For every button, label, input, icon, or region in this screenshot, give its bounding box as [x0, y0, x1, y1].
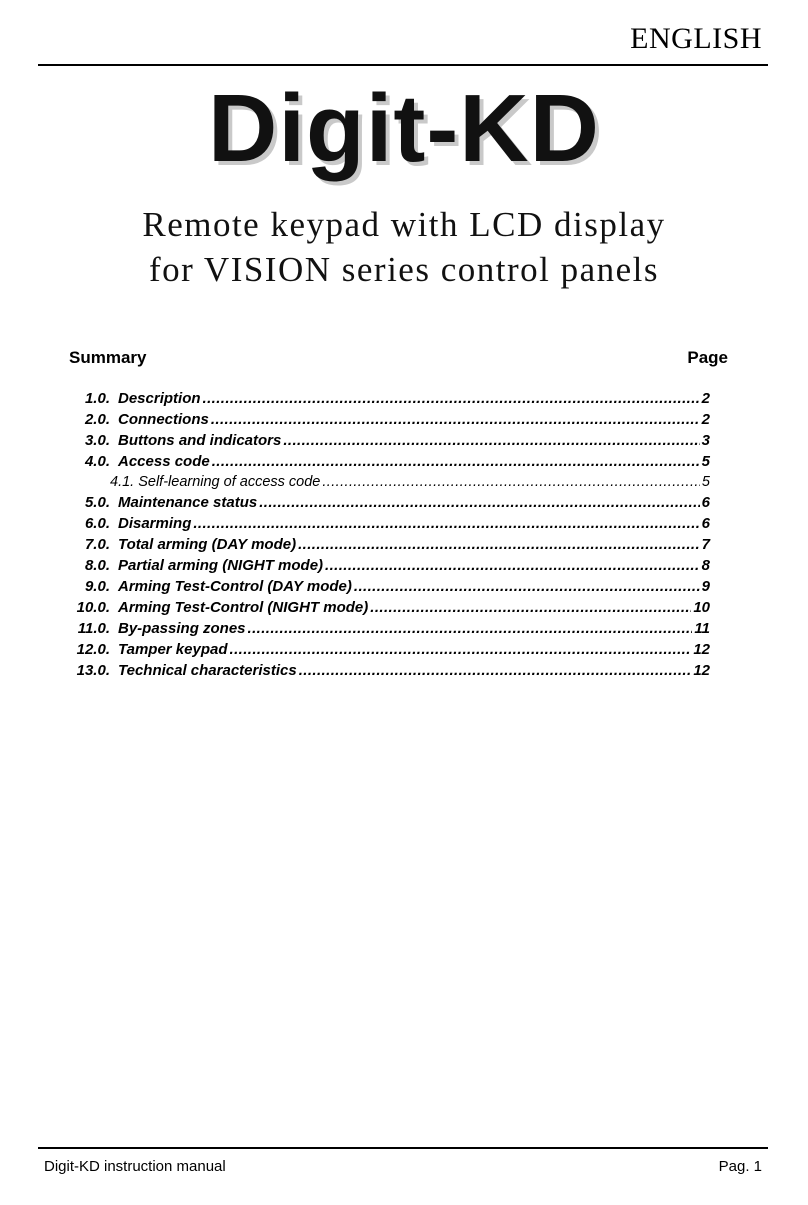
toc-entry — [60, 576, 710, 597]
toc-entry-page: 3 — [701, 432, 710, 449]
header-rule — [38, 64, 768, 66]
toc-dot-leader — [193, 513, 699, 534]
toc-entry-title: Maintenance status — [118, 494, 258, 511]
toc-dot-leader — [322, 472, 700, 492]
toc-entry-page: 10 — [693, 599, 710, 616]
toc-entry — [60, 660, 710, 681]
footer-rule — [38, 1147, 768, 1149]
toc-entry — [60, 534, 710, 555]
toc-entry-title: Tamper keypad — [118, 641, 228, 658]
toc-entry-title: Arming Test-Control (NIGHT mode) — [118, 599, 369, 616]
toc-dot-leader — [259, 492, 699, 513]
toc-entry-number: 1.0. — [84, 390, 110, 407]
toc-entry-title: Arming Test-Control (DAY mode) — [118, 578, 352, 595]
toc-entry-number: 10.0. — [76, 599, 110, 616]
toc-entry-page: 5 — [701, 474, 710, 490]
subtitle-line-2: for VISION series control panels — [148, 250, 660, 289]
toc-entry-title: By-passing zones — [118, 620, 246, 637]
subtitle-line-1: Remote keypad with LCD display — [142, 205, 666, 244]
toc-dot-leader — [203, 388, 700, 409]
toc-entry-number: 11.0. — [77, 620, 110, 637]
toc-entry — [60, 430, 710, 451]
toc-entry — [60, 388, 710, 409]
toc-dot-leader — [298, 534, 700, 555]
toc-dot-leader — [370, 597, 691, 618]
toc-dot-leader — [325, 555, 700, 576]
toc-entry — [60, 639, 710, 660]
toc-entry-page: 2 — [701, 411, 710, 428]
toc-entry-number: 3.0. — [84, 432, 110, 449]
toc-entry-title: Access code — [118, 453, 210, 470]
document-title: Digit-KD — [208, 75, 600, 182]
toc-entry-page: 5 — [701, 453, 710, 470]
toc-entry-number: 2.0. — [84, 411, 110, 428]
toc-entry-title: Buttons and indicators — [118, 432, 282, 449]
toc-entry — [60, 492, 710, 513]
toc-entry — [60, 451, 710, 472]
toc-entry-title: Connections — [118, 411, 209, 428]
toc-entry — [60, 472, 710, 492]
toc-entry-title: Disarming — [118, 515, 192, 532]
toc-entry-number: 6.0. — [84, 515, 110, 532]
toc-entry-page: 8 — [701, 557, 710, 574]
toc-dot-leader — [283, 430, 699, 451]
toc-entry-page: 2 — [701, 390, 710, 407]
toc-entry — [60, 597, 710, 618]
toc-entry-page: 7 — [701, 536, 710, 553]
toc-entry-title: Partial arming (NIGHT mode) — [118, 557, 324, 574]
toc-entry-page: 12 — [693, 662, 710, 679]
toc-dot-leader — [230, 639, 692, 660]
summary-heading: Summary — [69, 348, 147, 367]
page-column-heading: Page — [687, 348, 728, 367]
toc-entry-page: 11 — [694, 620, 710, 637]
toc-entry-number: 7.0. — [84, 536, 110, 553]
toc-entry-number: 8.0. — [84, 557, 110, 574]
toc-dot-leader — [211, 409, 700, 430]
toc-dot-leader — [248, 618, 693, 639]
toc-entry-page: 9 — [701, 578, 710, 595]
toc-dot-leader — [354, 576, 700, 597]
toc-entry — [60, 555, 710, 576]
toc-entry — [60, 409, 710, 430]
toc-dot-leader — [212, 451, 700, 472]
footer-manual-name: Digit-KD instruction manual — [44, 1158, 226, 1175]
toc-entry-page: 6 — [701, 494, 710, 511]
toc-dot-leader — [299, 660, 692, 681]
toc-entry-page: 6 — [701, 515, 710, 532]
toc-entry — [60, 618, 710, 639]
toc-entry — [60, 513, 710, 534]
toc-entry-number: 4.0. — [84, 453, 110, 470]
language-label: ENGLISH — [630, 22, 762, 55]
table-of-contents — [60, 388, 710, 681]
toc-entry-title: 4.1. Self-learning of access code — [110, 474, 321, 490]
toc-entry-number: 13.0. — [76, 662, 110, 679]
toc-entry-number: 12.0. — [76, 641, 110, 658]
toc-entry-title: Total arming (DAY mode) — [118, 536, 297, 553]
toc-entry-number: 5.0. — [84, 494, 110, 511]
toc-entry-number: 9.0. — [84, 578, 110, 595]
footer-page-number: Pag. 1 — [718, 1158, 762, 1175]
toc-entry-page: 12 — [693, 641, 710, 658]
toc-entry-title: Description — [118, 390, 201, 407]
toc-entry-title: Technical characteristics — [118, 662, 297, 679]
